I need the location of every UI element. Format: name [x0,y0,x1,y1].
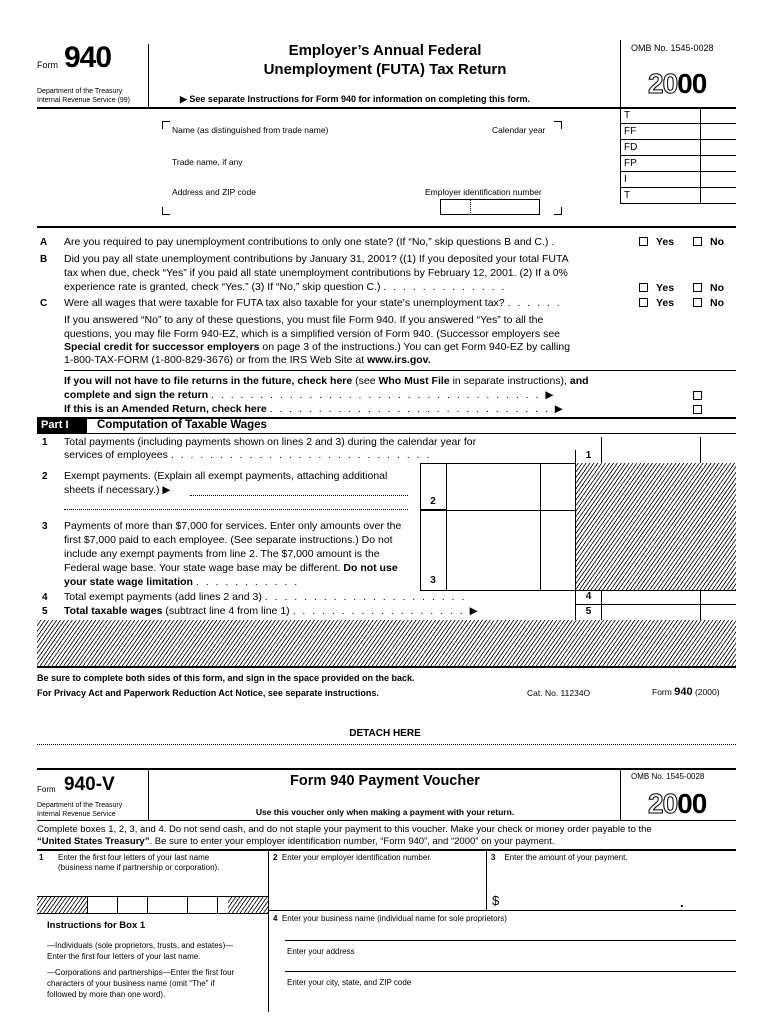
note-line2: questions, you may file Form 940-EZ, which is a simplified version of Form 940. (Successor employers see [64,328,561,340]
question-c-text: Were all wages that were taxable for FUTA tax also taxable for your state’s unemployment tax? . . . . . . [64,297,562,309]
line3-text2: first $7,000 paid to each employee. (See separate instructions.) Do not [64,534,393,546]
part1-label: Part I [37,418,87,433]
instructions-box1-corps-1: —Corporations and partnerships—Enter the first four [47,968,235,977]
ein-label: Employer identification number [425,187,542,197]
instructions-box1-individuals-2: Enter the first four letters of your last name. [47,952,201,961]
box3-label: 3 Enter the amount of your payment. [491,853,628,862]
code-fp: FP [621,156,736,172]
instructions-box1-corps-2: characters of your business name (omit “The” if [47,979,215,988]
code-fd: FD [621,140,736,156]
address-label: Address and ZIP code [172,187,256,197]
instructions-note: ▶ See separate Instructions for Form 940 for information on completing this form. [180,94,530,104]
question-b-yes-label: Yes [656,282,675,294]
line2-text1: Exempt payments. (Explain all exempt payments, attaching additional [64,470,388,482]
voucher-dept-treasury: Department of the Treasury [37,802,123,809]
box2-ein-input[interactable] [272,866,484,910]
box1-line1: Enter the first four letters of your last name [58,853,210,862]
instructions-box1-title: Instructions for Box 1 [47,920,146,931]
code-t: T [621,108,736,124]
irs-use-codes [620,108,736,204]
line4-text: Total exempt payments (add lines 2 and 3) . . . . . . . . . . . . . . . . . . . . . [64,591,467,603]
line4-box-label: 4 [575,590,601,604]
line1-text2: services of employees . . . . . . . . . . . . . . . . . . . . . . . . . . . [64,449,432,461]
box4-label: 4 Enter your business name (individual name for sole proprietors) [273,914,507,923]
hatched-area-right [575,463,736,590]
line1-box-label: 1 [575,450,601,463]
code-t2: T [621,188,736,204]
box2-label: 2 Enter your employer identification number. [273,853,432,862]
voucher-intro-line1: Complete boxes 1, 2, 3, and 4. Do not send cash, and do not staple your payment to this voucher. Make your check or money order payable to the [37,824,652,835]
box3-amount-input[interactable] [505,890,735,910]
instructions-box1-individuals-1: —Individuals (sole proprietors, trusts, and estates)— [47,941,234,950]
question-b-line3: experience rate is granted, check “Yes.” (3) If “No,” skip question C.) . . . . . . . . . . . . . [64,281,507,293]
dept-treasury: Department of the Treasury [37,88,123,95]
form-title-line1: Employer’s Annual Federal [288,42,482,59]
question-c-yes-label: Yes [656,297,675,309]
part1-title: Computation of Taxable Wages [97,419,267,431]
ein-input[interactable] [440,199,540,215]
note-line1: If you answered “No” to any of these questions, you must file Form 940. If you answered “Yes” to all the [64,314,544,326]
omb-number: OMB No. 1545-0028 [631,43,714,53]
city-state-zip-input[interactable] [285,990,736,1008]
line4-number: 4 [42,592,48,603]
name-label: Name (as distinguished from trade name) [172,125,329,135]
footer-note2: For Privacy Act and Paperwork Reduction Act Notice, see separate instructions. [37,688,379,698]
line1-number: 1 [42,437,48,448]
box1-line2: (business name if partnership or corporation). [58,863,220,872]
form-number: 940 [64,41,112,74]
instructions-box1-corps-3: followed by more than one word). [47,990,166,999]
business-name-input[interactable] [285,926,736,940]
footer-note1: Be sure to complete both sides of this form, and sign in the space provided on the back. [37,673,415,683]
amended-return-checkbox[interactable] [693,405,702,414]
voucher-form-label: Form [37,785,56,794]
question-b-line1: Did you pay all state unemployment contributions by January 31, 2001? ((1) If you deposited your total FUTA [64,253,569,265]
question-a-yes-checkbox[interactable] [639,237,648,246]
line2-number: 2 [42,471,48,482]
voucher-subtitle: Use this voucher only when making a payment with your return. [255,807,515,817]
note-line3: Special credit for successor employers on page 3 of the instructions.) You can get Form 940-EZ by calling [64,341,571,353]
line3-text3: include any exempt payments from line 2. The $7,000 amount is the [64,548,380,560]
form-title-line2: Unemployment (FUTA) Tax Return [263,61,507,78]
line3-text1: Payments of more than $7,000 for services. Enter only amounts over the [64,520,402,532]
box3-cents-dot: . [680,895,684,910]
voucher-intro-line2: “United States Treasury”. Be sure to enter your employer identification number, “Form 940”, and “2000” on your payment. [37,836,555,847]
question-b-letter: B [40,254,48,265]
detach-label: DETACH HERE [349,728,421,739]
box3-dollar-sign: $ [492,893,500,908]
note-line4: 1-800-TAX-FORM (1-800-829-3676) or from the IRS Web Site at www.irs.gov. [64,354,431,366]
code-i: I [621,172,736,188]
detach-line [37,744,736,745]
line1-text1: Total payments (including payments shown on lines 2 and 3) during the calendar year for [64,436,477,448]
footer-form-ref: Form 940 (2000) [652,686,720,698]
address-field-label: Enter your address [287,947,355,956]
box1-letters-input[interactable] [37,896,268,914]
question-a-letter: A [40,237,48,248]
voucher-form-number: 940-V [64,774,115,795]
line2-text2: sheets if necessary.) ▶ [64,484,171,496]
cat-number: Cat. No. 11234O [527,688,591,698]
line1-amount-input[interactable] [601,437,736,463]
line3-text4: Federal wage base. Your state wage base may be different. Do not use [64,562,398,574]
line5-amount-input[interactable] [601,604,736,620]
line3-amount-input[interactable] [446,510,575,590]
city-field-label: Enter your city, state, and ZIP code [287,978,412,987]
line2-amount-input[interactable] [446,463,575,510]
question-c-letter: C [40,298,48,309]
irs-label: Internal Revenue Service (99) [37,97,131,104]
line3-box-label: 3 [430,575,436,586]
trade-name-label: Trade name, if any [172,157,243,167]
voucher-title: Form 940 Payment Voucher [290,773,480,789]
amended-line: If this is an Amended Return, check here . . . . . . . . . . . . . . . . . . . . . . . . . . . . . ▶ [64,403,565,415]
code-ff: FF [621,124,736,140]
line3-text5: your state wage limitation . . . . . . . . . . . [64,576,300,588]
tax-year: 2000 [648,68,707,99]
voucher-tax-year: 2000 [648,788,707,819]
line3-number: 3 [42,521,48,532]
name-input[interactable] [172,136,612,150]
trade-name-input[interactable] [172,168,612,182]
question-c-no-checkbox[interactable] [693,298,702,307]
line5-box-label: 5 [575,604,601,620]
line4-amount-input[interactable] [601,590,736,604]
hatched-band [37,620,736,666]
line5-number: 5 [42,606,48,617]
question-a-text: Are you required to pay unemployment contributions to only one state? (If “No,” skip questions B and C.) . [64,236,557,248]
calendar-year-label: Calendar year [492,125,546,135]
question-b-yes-checkbox[interactable] [639,283,648,292]
form-label: Form [37,60,58,70]
future-line1: If you will not have to file returns in the future, check here (see Who Must File in separate instructions), and [64,375,589,387]
question-b-no-label: No [710,282,724,294]
question-a-no-checkbox[interactable] [693,237,702,246]
voucher-irs: Internal Revenue Service [37,811,116,818]
line5-text: Total taxable wages (subtract line 4 from line 1) . . . . . . . . . . . . . . . . . . ▶ [64,605,480,617]
question-a-yes-label: Yes [656,236,675,248]
line2-box-label: 2 [420,496,446,510]
future-line2: complete and sign the return . . . . . . . . . . . . . . . . . . . . . . . . . . . . . . . . . . ▶ [64,389,556,401]
box1-number: 1 [39,853,44,862]
voucher-omb: OMB No. 1545-0028 [631,772,705,781]
address-input[interactable] [285,957,736,971]
question-a-no-label: No [710,236,724,248]
question-b-line2: tax when due, check “Yes” if you paid all state unemployment contributions by February 12, 2001. (2) If a 0% [64,267,568,279]
question-c-yes-checkbox[interactable] [639,298,648,307]
question-c-no-label: No [710,297,724,309]
question-b-no-checkbox[interactable] [693,283,702,292]
final-return-checkbox[interactable] [693,391,702,400]
